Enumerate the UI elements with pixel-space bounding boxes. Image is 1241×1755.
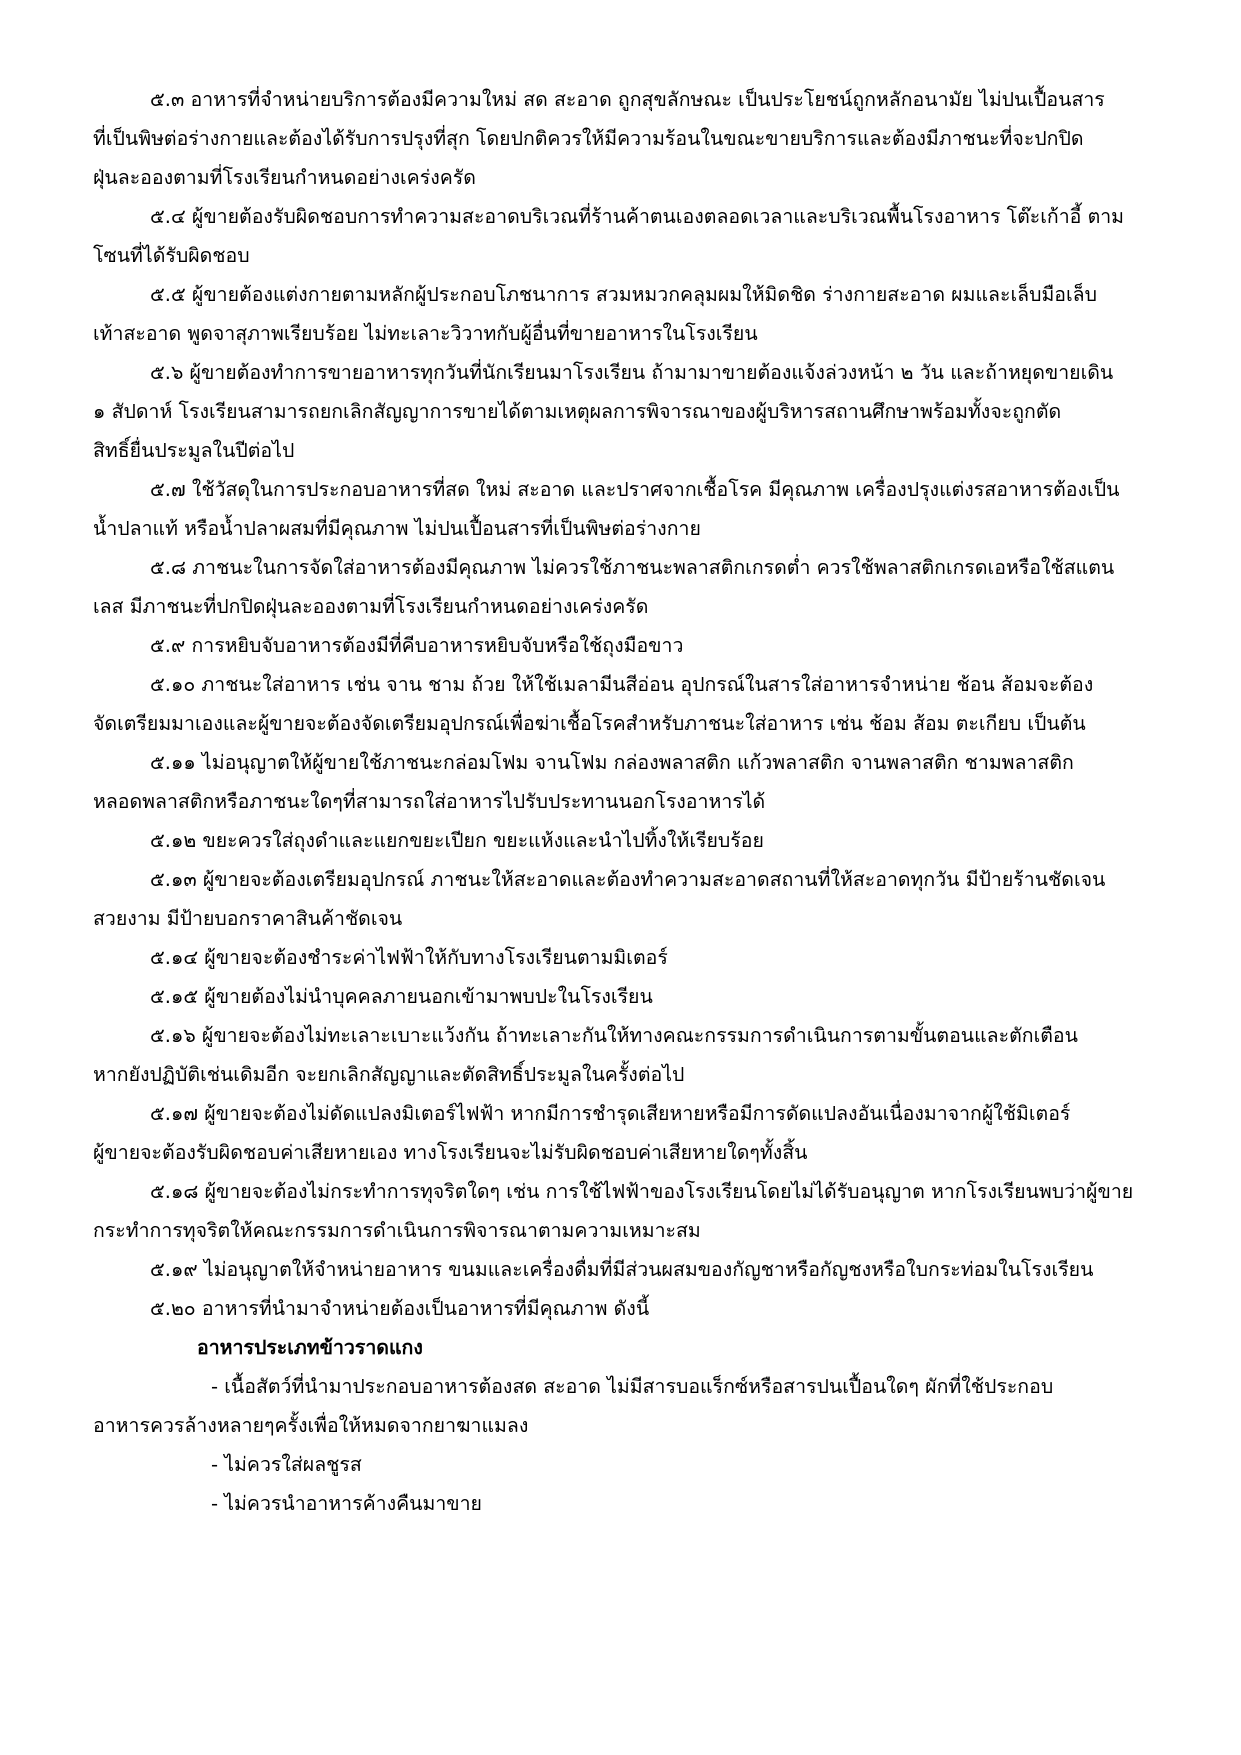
- paragraph-line: ๕.๑๘ ผู้ขายจะต้องไม่กระทำการทุจริตใดๆ เช่น การใช้ไฟฟ้าของโรงเรียนโดยไม่ได้รับอนุญาต หากโรงเรียนพบว่าผู้ขาย: [150, 1180, 1134, 1203]
- paragraph-line: น้ำปลาแท้ หรือน้ำปลาผสมที่มีคุณภาพ ไม่ปนเปื้อนสารที่เป็นพิษต่อร่างกาย: [93, 517, 701, 540]
- paragraph-line: หากยังปฏิบัติเช่นเดิมอีก จะยกเลิกสัญญาและตัดสิทธิ์ประมูลในครั้งต่อไป: [93, 1063, 685, 1086]
- bullet-line: - ไม่ควรนำอาหารค้างคืนมาขาย: [211, 1492, 482, 1515]
- paragraph-line: ๕.๑๔ ผู้ขายจะต้องชำระค่าไฟฟ้าให้กับทางโรงเรียนตามมิเตอร์: [150, 946, 668, 969]
- paragraph-line: เลส มีภาชนะที่ปกปิดฝุ่นละอองตามที่โรงเรียนกำหนดอย่างเคร่งครัด: [93, 595, 649, 618]
- paragraph-line: โซนที่ได้รับผิดชอบ: [93, 244, 250, 267]
- paragraph-line: ที่เป็นพิษต่อร่างกายและต้องได้รับการปรุงที่สุก โดยปกติควรให้มีความร้อนในขณะขายบริการและต้องมีภาชนะที่จะปกปิด: [93, 127, 1084, 150]
- paragraph-line: กระทำการทุจริตให้คณะกรรมการดำเนินการพิจารณาตามความเหมาะสม: [93, 1219, 701, 1242]
- paragraph-line: ๕.๗ ใช้วัสดุในการประกอบอาหารที่สด ใหม่ สะอาด และปราศจากเชื้อโรค มีคุณภาพ เครื่องปรุงแต่งรสอาหารต้องเป็น: [150, 478, 1120, 501]
- paragraph-line: ๕.๔ ผู้ขายต้องรับผิดชอบการทำความสะอาดบริเวณที่ร้านค้าตนเองตลอดเวลาและบริเวณพื้นโรงอาหาร โต๊ะเก้าอี้ ตาม: [150, 205, 1125, 228]
- paragraph-line: เท้าสะอาด พูดจาสุภาพเรียบร้อย ไม่ทะเลาะวิวาทกับผู้อื่นที่ขายอาหารในโรงเรียน: [93, 322, 758, 345]
- paragraph-line: ๕.๑๗ ผู้ขายจะต้องไม่ดัดแปลงมิเตอร์ไฟฟ้า หากมีการชำรุดเสียหายหรือมีการดัดแปลงอันเนื่องมาจากผู้ใช้มิเตอร์: [150, 1102, 1071, 1125]
- paragraph-line: ผู้ขายจะต้องรับผิดชอบค่าเสียหายเอง ทางโรงเรียนจะไม่รับผิดชอบค่าเสียหายใดๆทั้งสิ้น: [93, 1141, 808, 1164]
- paragraph-line: ๕.๑๖ ผู้ขายจะต้องไม่ทะเลาะเบาะแว้งกัน ถ้าทะเลาะกันให้ทางคณะกรรมการดำเนินการตามขั้นตอนและตักเตือน: [150, 1024, 1078, 1047]
- paragraph-line: สิทธิ์ยื่นประมูลในปีต่อไป: [93, 439, 295, 462]
- paragraph-line: ๕.๑๓ ผู้ขายจะต้องเตรียมอุปกรณ์ ภาชนะให้สะอาดและต้องทำความสะอาดสถานที่ให้สะอาดทุกวัน มีป้ายร้านชัดเจน: [150, 868, 1106, 891]
- bullet-line: - เนื้อสัตว์ที่นำมาประกอบอาหารต้องสด สะอาด ไม่มีสารบอแร็กซ์หรือสารปนเปื้อนใดๆ ผักที่ใช้ประกอบ: [211, 1375, 1054, 1398]
- paragraph-line: ๕.๘ ภาชนะในการจัดใส่อาหารต้องมีคุณภาพ ไม่ควรใช้ภาชนะพลาสติกเกรดต่ำ ควรใช้พลาสติกเกรดเอหรือใช้สแตน: [150, 556, 1115, 579]
- paragraph-line: ๕.๑๑ ไม่อนุญาตให้ผู้ขายใช้ภาชนะกล่อมโฟม จานโฟม กล่องพลาสติก แก้วพลาสติก จานพลาสติก ชามพลาสติก: [150, 751, 1074, 774]
- paragraph-line: ๕.๙ การหยิบจับอาหารต้องมีที่คีบอาหารหยิบจับหรือใช้ถุงมือขาว: [150, 634, 684, 657]
- section-heading: อาหารประเภทข้าวราดแกง: [197, 1336, 423, 1359]
- paragraph-line: หลอดพลาสติกหรือภาชนะใดๆที่สามารถใส่อาหารไปรับประทานนอกโรงอาหารได้: [93, 790, 766, 813]
- paragraph-line: สวยงาม มีป้ายบอกราคาสินค้าชัดเจน: [93, 907, 403, 930]
- paragraph-line: ๕.๖ ผู้ขายต้องทำการขายอาหารทุกวันที่นักเรียนมาโรงเรียน ถ้ามามาขายต้องแจ้งล่วงหน้า ๒ วัน และถ้าหยุดขายเดิน: [150, 361, 1114, 384]
- paragraph-line: ๕.๑๕ ผู้ขายต้องไม่นำบุคคลภายนอกเข้ามาพบปะในโรงเรียน: [150, 985, 653, 1008]
- bullet-line: อาหารควรล้างหลายๆครั้งเพื่อให้หมดจากยาฆาแมลง: [93, 1414, 529, 1437]
- paragraph-line: ๕.๕ ผู้ขายต้องแต่งกายตามหลักผู้ประกอบโภชนาการ สวมหมวกคลุมผมให้มิดชิด ร่างกายสะอาด ผมและเล็บมือเล็บ: [150, 283, 1098, 306]
- paragraph-line: ๕.๑๒ ขยะควรใส่ถุงดำและแยกขยะเปียก ขยะแห้งและนำไปทิ้งให้เรียบร้อย: [150, 829, 764, 852]
- paragraph-line: ๕.๓ อาหารที่จำหน่ายบริการต้องมีความใหม่ สด สะอาด ถูกสุขลักษณะ เป็นประโยชน์ถูกหลักอนามัย ไม่ปนเปื้อนสาร: [150, 88, 1105, 111]
- bullet-line: - ไม่ควรใส่ผลชูรส: [211, 1453, 362, 1476]
- paragraph-line: ๕.๑๙ ไม่อนุญาตให้จำหน่ายอาหาร ขนมและเครื่องดื่มที่มีส่วนผสมของกัญชาหรือกัญชงหรือใบกระท่อมในโรงเรียน: [150, 1258, 1094, 1281]
- paragraph-line: ๑ สัปดาห์ โรงเรียนสามารถยกเลิกสัญญาการขายได้ตามเหตุผลการพิจารณาของผู้บริหารสถานศึกษาพร้อมทั้งจะถูกตัด: [93, 400, 1062, 423]
- paragraph-line: จัดเตรียมมาเองและผู้ขายจะต้องจัดเตรียมอุปกรณ์เพื่อฆ่าเชื้อโรคสำหรับภาชนะใส่อาหาร เช่น ช้อม ส้อม ตะเกียบ เป็นต้น: [93, 712, 1086, 735]
- paragraph-line: ๕.๑๐ ภาชนะใส่อาหาร เช่น จาน ชาม ถ้วย ให้ใช้เมลามีนสีอ่อน อุปกรณ์ในสารใส่อาหารจำหน่าย ช้อน ส้อมจะต้อง: [150, 673, 1094, 696]
- paragraph-line: ๕.๒๐ อาหารที่นำมาจำหน่ายต้องเป็นอาหารที่มีคุณภาพ ดังนี้: [150, 1297, 650, 1320]
- paragraph-line: ฝุ่นละอองตามที่โรงเรียนกำหนดอย่างเคร่งครัด: [93, 166, 476, 189]
